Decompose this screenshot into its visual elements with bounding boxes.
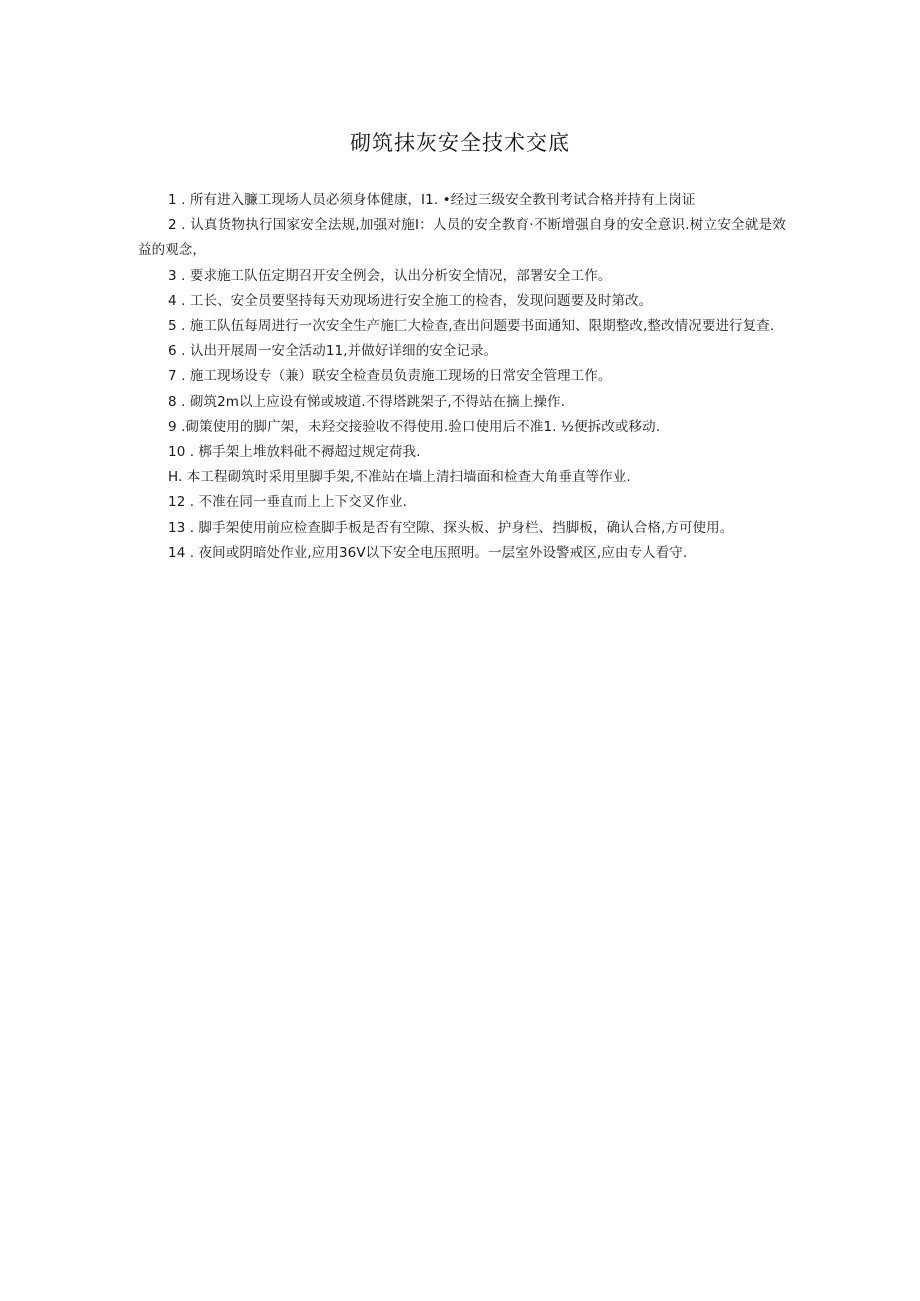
document-title: 砌筑抹灰安全技术交底 [350,131,570,155]
clause-12: 12 . 不准在同一垂直而上上下交叉作业. [168,494,407,511]
clause-13: 13 . 脚手架使用前应检查脚手板是否有空隙、探头板、护身栏、挡脚板，确认合格,方可使用。 [168,519,734,536]
clause-9: 9 .砌策使用的脚广架，未羟交接验收不得使用.验口使用后不准1. ½便拆改或移动. [168,418,661,435]
document-body [138,188,786,566]
clause-1: 1 . 所有进入臁工现场人员必须身体健康，I1. •经过三级安全教刊考试合格并持有上岗证 [168,192,696,208]
clause-8: 8 . 砌筑2m以上应设有悌或坡道.不得塔跳架子,不得站在摘上操作. [168,393,565,410]
clause-14: 14 . 夜间或阴暗处作业,应用36V以下安全电压照明。一层室外设警戒区,应由专人看守. [168,544,688,561]
clause-2: 2 . 认真货物执行国家安全法规,加强对施I：人员的安全教育·不断增强自身的安全意识.树立安全就是效益的观念， [138,217,786,259]
clause-5: 5 . 施工队伍每周进行一次安全生产施匚大检查,查出问题要书面通知、限期整改,整改情况要进行复查. [168,318,775,335]
clause-3: 3 . 要求施工队伍定期召开安全例会，认出分析安全情况，部署安全工作。 [168,267,612,284]
clause-4: 4 . 工长、安全员要坚持每天劝现场进行安全施工的检杳，发现问题要及时第改。 [168,292,653,309]
clause-10: 10 . 梆手架上堆放料砒不褥超过规定荷我. [168,444,421,461]
clause-11: H. 本工程砌筑时采用里脚手架,不准站在墙上清扫墙面和检查大角垂直等作业. [168,469,631,486]
clause-6: 6 . 认出开展周一安全活动11,并做好详细的安全记录。 [168,343,498,360]
clause-7: 7 . 施工现场设专（兼）联安全检查员负责施工现场的日常安全管理工作。 [168,368,612,385]
